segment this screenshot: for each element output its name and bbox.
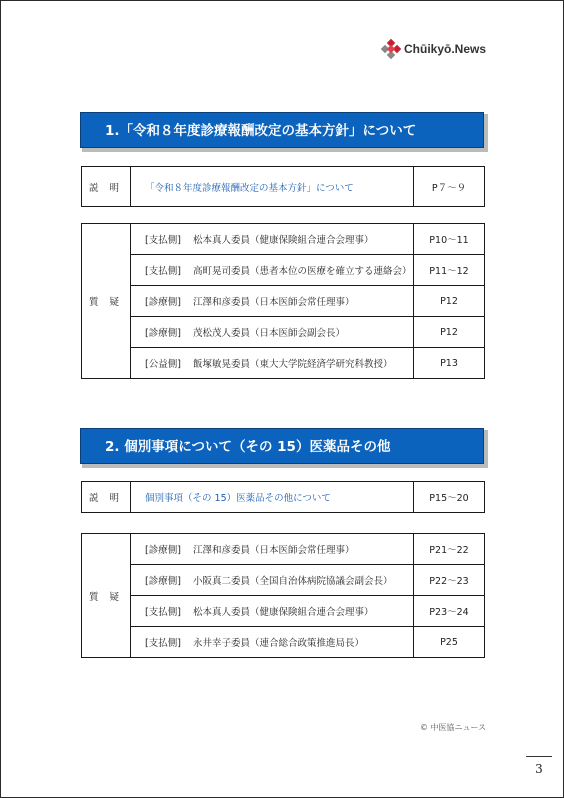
explain-pages: P７～９: [414, 167, 485, 207]
speaker-name: 永井幸子委員（連合総合政策推進局長）: [193, 638, 365, 649]
explain-row: [82, 482, 485, 513]
speaker-name: 江澤和彦委員（日本医師会常任理事）: [193, 545, 355, 556]
speaker-name: 松本真人委員（健康保険組合連合会理事）: [193, 607, 374, 618]
speaker-pages: P22～23: [414, 565, 485, 596]
page-number: 3: [535, 762, 543, 776]
speaker-side: [支払側]: [145, 266, 181, 277]
table-row: [82, 317, 485, 348]
section-1-explain-table: [81, 166, 485, 207]
speaker-name: 高町晃司委員（患者本位の医療を確立する連絡会）: [193, 266, 412, 277]
section-1-qa-table: [81, 223, 485, 379]
speaker-cell: [131, 224, 414, 255]
speaker-cell: [131, 348, 414, 379]
logo-mark-icon: [382, 40, 400, 58]
speaker-cell: [131, 317, 414, 348]
speaker-side: [診療側]: [145, 576, 181, 587]
section-2-qa-table: [81, 533, 485, 658]
table-row: [82, 286, 485, 317]
table-row: [82, 255, 485, 286]
speaker-pages: P12: [414, 317, 485, 348]
explain-label: 説 明: [82, 482, 131, 513]
explain-text: 個別事項（その 15）医薬品その他について: [131, 482, 414, 513]
brand-logo: [382, 40, 512, 60]
speaker-pages: P13: [414, 348, 485, 379]
speaker-name: 飯塚敏晃委員（東大大学院経済学研究科教授）: [193, 359, 393, 370]
explain-label: 説 明: [82, 167, 131, 207]
speaker-name: 茂松茂人委員（日本医師会副会長）: [193, 328, 346, 339]
speaker-side: [支払側]: [145, 638, 181, 649]
speaker-side: [診療側]: [145, 328, 181, 339]
section-1-heading: 1.「令和８年度診療報酬改定の基本方針」について: [80, 112, 484, 148]
speaker-side: [診療側]: [145, 545, 181, 556]
section-2-heading: 2. 個別事項について（その 15）医薬品その他: [80, 428, 484, 464]
logo-text: Chūikyō.News: [404, 42, 487, 56]
speaker-side: [公益側]: [145, 359, 181, 370]
speaker-name: 江澤和彦委員（日本医師会常任理事）: [193, 297, 355, 308]
qa-label: 質 疑: [82, 534, 131, 658]
speaker-pages: P21～22: [414, 534, 485, 565]
section-2-explain-table: [81, 481, 485, 513]
speaker-side: [支払側]: [145, 607, 181, 618]
qa-label: 質 疑: [82, 224, 131, 379]
table-row: [82, 534, 485, 565]
table-row: [82, 627, 485, 658]
speaker-pages: P12: [414, 286, 485, 317]
speaker-side: [診療側]: [145, 297, 181, 308]
explain-text: 「令和８年度診療報酬改定の基本方針」について: [131, 167, 414, 207]
speaker-side: [支払側]: [145, 235, 181, 246]
page-number-rule: [526, 756, 552, 757]
table-row: [82, 348, 485, 379]
speaker-name: 小阪真二委員（全国自治体病院協議会副会長）: [193, 576, 393, 587]
explain-pages: P15～20: [414, 482, 485, 513]
speaker-pages: P25: [414, 627, 485, 658]
copyright-notice: © 中医協ニュース: [420, 723, 487, 732]
speaker-pages: P10～11: [414, 224, 485, 255]
table-row: [82, 565, 485, 596]
speaker-cell: [131, 534, 414, 565]
speaker-name: 松本真人委員（健康保険組合連合会理事）: [193, 235, 374, 246]
speaker-cell: [131, 255, 414, 286]
speaker-cell: [131, 286, 414, 317]
table-row: [82, 224, 485, 255]
table-row: [82, 596, 485, 627]
speaker-pages: P11～12: [414, 255, 485, 286]
speaker-cell: [131, 627, 414, 658]
speaker-cell: [131, 596, 414, 627]
explain-row: [82, 167, 485, 207]
speaker-pages: P23～24: [414, 596, 485, 627]
speaker-cell: [131, 565, 414, 596]
